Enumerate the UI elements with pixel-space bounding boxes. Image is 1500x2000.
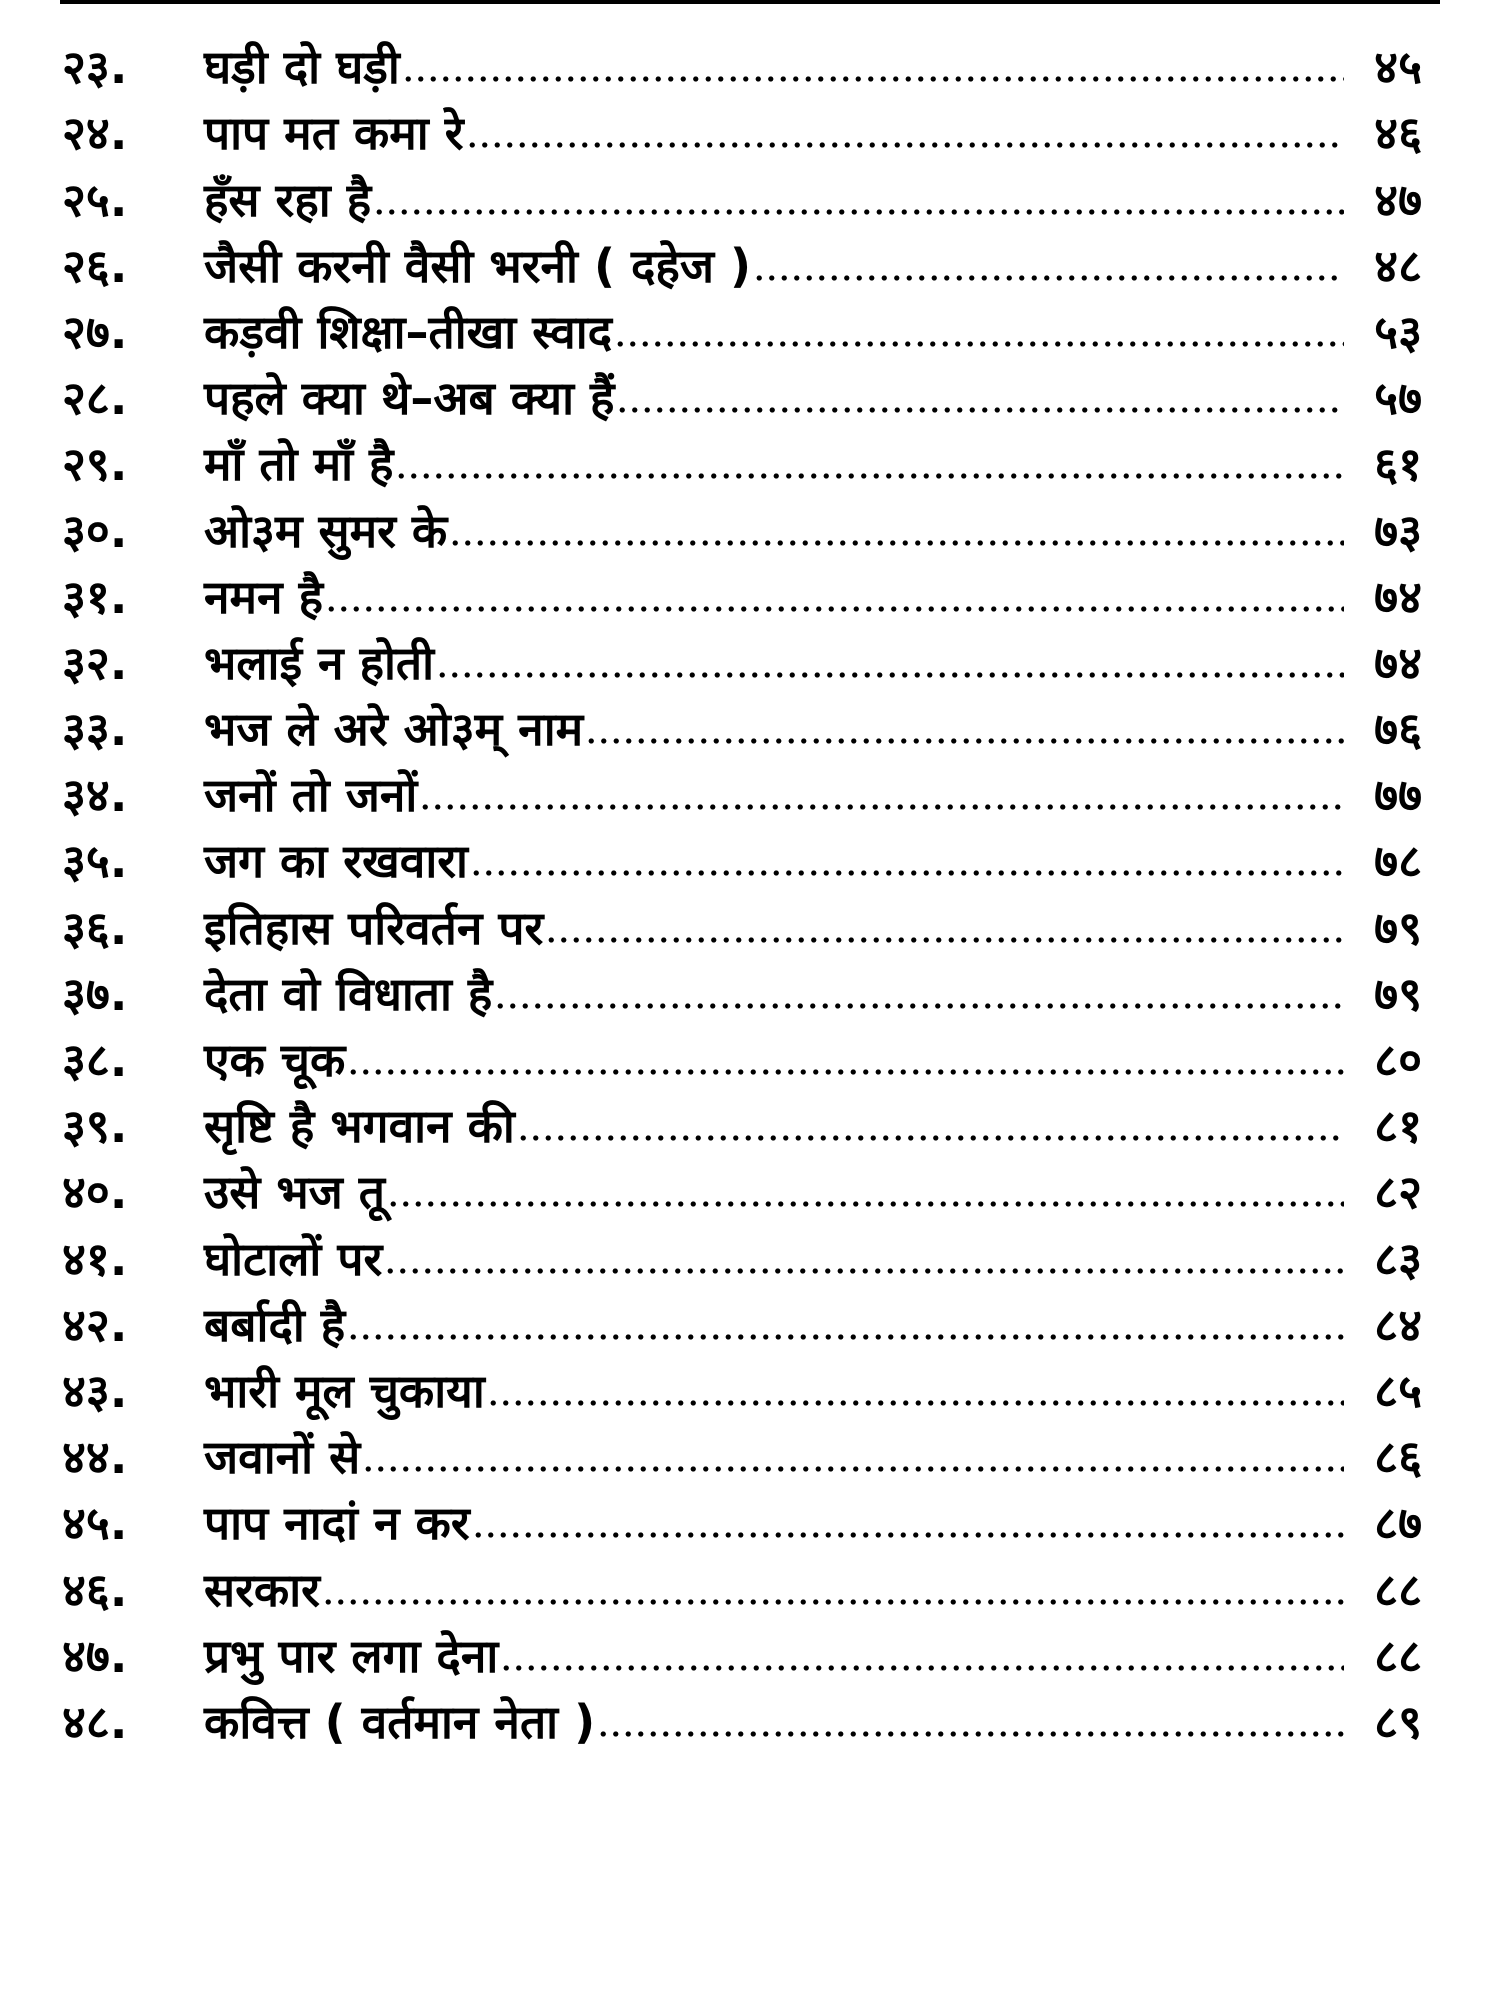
toc-entry: [62, 1089, 1422, 1155]
dot-leader: [753, 273, 1344, 283]
toc-entry: [62, 427, 1422, 493]
entry-title: माँ तो माँ है: [204, 437, 394, 492]
toc-entry: [62, 162, 1422, 228]
top-rule: [60, 0, 1440, 4]
dot-leader: [517, 1133, 1344, 1143]
entry-title: सरकार: [204, 1562, 320, 1617]
dot-leader: [325, 604, 1344, 614]
entry-title: जैसी करनी वैसी भरनी ( दहेज ): [204, 238, 752, 293]
entry-page: ४६: [1374, 106, 1422, 161]
entry-title: इतिहास परिवर्तन पर: [204, 900, 544, 955]
dot-leader: [419, 802, 1344, 812]
toc-entry: [62, 1486, 1422, 1552]
toc-entry: [62, 758, 1422, 824]
entry-page: ७३: [1374, 503, 1422, 558]
entry-title: सृष्टि है भगवान की: [204, 1099, 515, 1154]
entry-page: ८५: [1374, 1363, 1422, 1418]
entry-number: ४७.: [62, 1628, 128, 1683]
toc-entry: [62, 295, 1422, 361]
dot-leader: [545, 935, 1344, 945]
entry-page: ८६: [1374, 1430, 1422, 1485]
dot-leader: [500, 1663, 1344, 1673]
entry-number: ४१.: [62, 1231, 128, 1286]
entry-number: २९.: [62, 437, 128, 492]
toc-entry: [62, 1155, 1422, 1221]
toc-entry: [62, 560, 1422, 626]
entry-number: ४६.: [62, 1562, 128, 1617]
entry-title: कड़वी शिक्षा–तीखा स्वाद: [204, 304, 613, 359]
toc-entry: [62, 1288, 1422, 1354]
entry-number: ३५.: [62, 834, 128, 889]
entry-title: ओ३म सुमर के: [204, 503, 448, 558]
entry-title: कवित्त ( वर्तमान नेता ): [204, 1694, 596, 1749]
entry-page: ५७: [1374, 371, 1422, 426]
dot-leader: [402, 74, 1344, 84]
entry-page: ८०: [1374, 1033, 1422, 1087]
dot-leader: [472, 1530, 1344, 1540]
toc-entry: [62, 890, 1422, 956]
entry-page: ८१: [1374, 1099, 1422, 1154]
entry-number: २५.: [62, 172, 128, 227]
entry-page: ७६: [1374, 702, 1422, 757]
dot-leader: [470, 868, 1344, 878]
toc-entry: [62, 361, 1422, 427]
dot-leader: [395, 471, 1344, 481]
dot-leader: [614, 339, 1344, 349]
dot-leader: [597, 1729, 1344, 1739]
dot-leader: [487, 1398, 1344, 1408]
dot-leader: [362, 1464, 1344, 1474]
entry-page: ८२: [1374, 1165, 1422, 1220]
entry-number: ३७.: [62, 966, 128, 1021]
entry-page: ८८: [1374, 1562, 1422, 1617]
entry-title: पाप नादां न कर: [204, 1496, 470, 1551]
entry-page: ७९: [1374, 900, 1422, 955]
entry-page: ७८: [1374, 834, 1422, 889]
entry-title: भारी मूल चुकाया: [204, 1363, 485, 1418]
entry-title: भलाई न होती: [204, 635, 435, 690]
entry-title: जनों तो जनों: [204, 768, 418, 823]
entry-page: ७९: [1374, 966, 1422, 1021]
entry-number: ३९.: [62, 1099, 128, 1154]
entry-title: पाप मत कमा रे: [204, 106, 464, 161]
table-of-contents: [62, 30, 1422, 1751]
entry-number: २६.: [62, 238, 128, 293]
entry-title: प्रभु पार लगा देना: [204, 1628, 499, 1683]
entry-title: भज ले अरे ओ३म् नाम: [204, 702, 584, 757]
entry-page: ८९: [1374, 1694, 1422, 1749]
dot-leader: [616, 405, 1344, 415]
entry-page: ८३: [1374, 1231, 1422, 1286]
entry-page: ७७: [1374, 768, 1422, 823]
entry-number: ३३.: [62, 702, 128, 757]
entry-page: ८७: [1374, 1496, 1422, 1551]
entry-number: २८.: [62, 371, 128, 426]
entry-title: जग का रखवारा: [204, 834, 468, 889]
entry-page: ८८: [1374, 1628, 1422, 1683]
dot-leader: [449, 538, 1344, 548]
entry-number: २७.: [62, 304, 128, 359]
entry-title: पहले क्या थे–अब क्या हैं: [204, 371, 615, 426]
toc-entry: [62, 1619, 1422, 1685]
entry-title: जवानों से: [204, 1430, 361, 1485]
entry-title: घोटालों पर: [204, 1231, 383, 1286]
entry-page: ४८: [1374, 238, 1422, 293]
toc-entry: [62, 1685, 1422, 1751]
toc-entry: [62, 1221, 1422, 1287]
entry-title: बर्बादी है: [204, 1297, 346, 1352]
entry-number: ३६.: [62, 900, 128, 955]
entry-title: हँस रहा है: [204, 172, 372, 227]
entry-title: घड़ी दो घड़ी: [204, 40, 400, 95]
entry-page: ४७: [1374, 172, 1422, 227]
entry-number: ४२.: [62, 1297, 128, 1352]
entry-page: ८४: [1374, 1297, 1422, 1352]
entry-page: ६१: [1374, 437, 1422, 492]
entry-number: ४४.: [62, 1430, 128, 1485]
entry-number: ३०.: [62, 503, 128, 558]
toc-entry: [62, 957, 1422, 1023]
toc-entry: [62, 1552, 1422, 1618]
entry-page: ५३: [1374, 304, 1422, 359]
dot-leader: [585, 736, 1344, 746]
dot-leader: [387, 1199, 1344, 1209]
toc-entry: [62, 1354, 1422, 1420]
entry-page: ४५: [1374, 40, 1422, 95]
dot-leader: [322, 1597, 1344, 1607]
entry-number: ४०.: [62, 1165, 128, 1220]
toc-entry: [62, 96, 1422, 162]
entry-number: ३२.: [62, 635, 128, 690]
entry-page: ७४: [1374, 635, 1422, 690]
entry-page: ७४: [1374, 569, 1422, 624]
dot-leader: [436, 670, 1344, 680]
entry-number: ४३.: [62, 1363, 128, 1418]
toc-entry: [62, 1420, 1422, 1486]
toc-entry: [62, 493, 1422, 559]
toc-entry: [62, 692, 1422, 758]
entry-title: देता वो विधाता है: [204, 966, 493, 1021]
dot-leader: [494, 1001, 1344, 1011]
dot-leader: [466, 140, 1344, 150]
toc-entry: [62, 30, 1422, 96]
dot-leader: [373, 207, 1344, 217]
entry-title: उसे भज तू: [204, 1165, 386, 1220]
entry-number: २३.: [62, 40, 128, 95]
entry-title: नमन है: [204, 569, 324, 624]
entry-title: एक चूक: [204, 1033, 346, 1087]
entry-number: ४५.: [62, 1496, 128, 1551]
entry-number: २४.: [62, 106, 128, 161]
dot-leader: [347, 1332, 1344, 1342]
toc-entry: [62, 626, 1422, 692]
entry-number: ३४.: [62, 768, 128, 823]
dot-leader: [347, 1067, 1344, 1077]
toc-entry: [62, 1023, 1422, 1089]
entry-number: ३१.: [62, 569, 128, 624]
entry-number: ४८.: [62, 1694, 128, 1749]
dot-leader: [384, 1266, 1344, 1276]
toc-entry: [62, 229, 1422, 295]
entry-number: ३८.: [62, 1033, 128, 1087]
toc-entry: [62, 824, 1422, 890]
